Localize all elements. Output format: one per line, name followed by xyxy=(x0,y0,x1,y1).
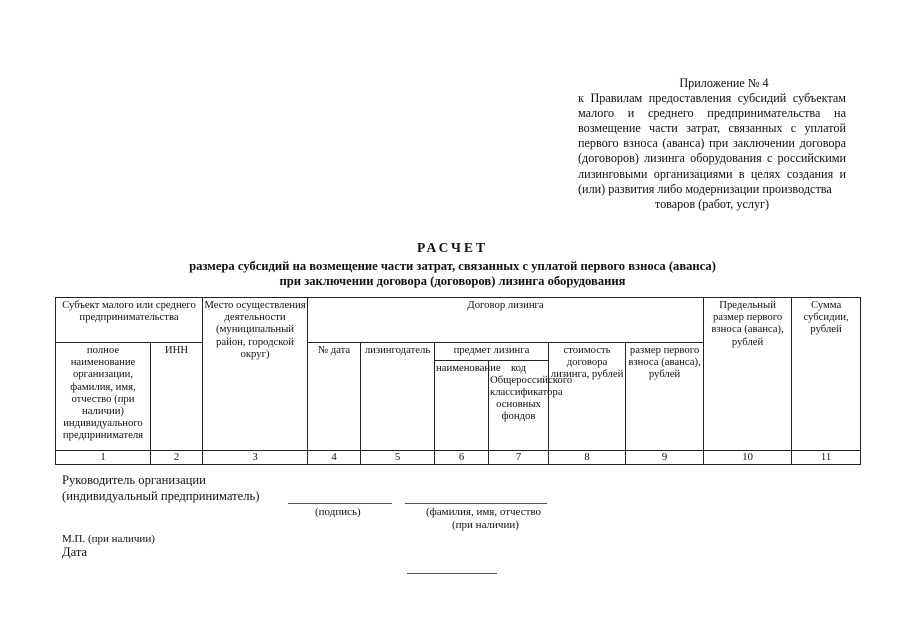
header-advance: размер первого взноса (аванса), рублей xyxy=(626,343,704,451)
column-number: 5 xyxy=(361,450,435,464)
head-label-line-1: Руководитель организации xyxy=(62,473,206,487)
header-place-continued xyxy=(203,360,308,450)
column-number: 11 xyxy=(792,450,861,464)
closing-line xyxy=(407,573,497,574)
document-subtitle-line-1: размера субсидий на возмещение части затрат, связанных с уплатой первого взноса (аванса) xyxy=(189,259,716,273)
header-leasing-subject: предмет лизинга xyxy=(435,343,549,361)
header-lessor: лизингодатель xyxy=(361,343,435,451)
seal-label: М.П. (при наличии) xyxy=(62,533,155,545)
header-item-name: наименование xyxy=(435,360,489,450)
header-subject: Субъект малого или среднего предпринимательства xyxy=(56,298,203,343)
header-contract-cost: стоимость договора лизинга, рублей xyxy=(549,343,626,451)
column-number: 9 xyxy=(626,450,704,464)
document-title: РАСЧЕТ xyxy=(417,240,488,255)
name-caption-line-1: (фамилия, имя, отчество xyxy=(426,506,542,518)
date-label: Дата xyxy=(62,545,88,559)
document-subtitle-line-2: при заключении договора (договоров) лизинга оборудования xyxy=(279,274,626,288)
column-number: 7 xyxy=(489,450,549,464)
column-number: 4 xyxy=(308,450,361,464)
appendix-last-line: товаров (работ, услуг) xyxy=(654,196,770,211)
column-number: 1 xyxy=(56,450,151,464)
signature-line xyxy=(288,503,392,504)
header-place: Место осуществления деятельности (муниципальный район, городской округ) xyxy=(204,299,306,360)
head-label-line-2: (индивидуальный предприниматель) xyxy=(62,489,260,503)
appendix-body: к Правилам предоставления субсидий субъектам малого и среднего предпринимательства на возмещение части затрат, связанных с уплатой первого взноса (аванса) при заключении договора (договоров) лизинга оборудования с российскими лизинговыми организациями в целях создания и (или) развития либо модернизации производства xyxy=(578,91,846,196)
column-number: 8 xyxy=(549,450,626,464)
header-full-name: полное наименование организации, фамилия, имя, отчество (при наличии) индивидуального предпринимателя xyxy=(56,343,151,451)
column-number: 10 xyxy=(704,450,792,464)
column-number: 6 xyxy=(435,450,489,464)
signature-caption: (подпись) xyxy=(315,506,361,518)
header-inn: ИНН xyxy=(151,343,203,451)
appendix-header xyxy=(578,76,846,212)
appendix-title: Приложение № 4 xyxy=(679,76,769,90)
header-subsidy-sum: Сумма субсидии, рублей xyxy=(792,298,861,451)
header-number-date: № дата xyxy=(308,343,361,451)
name-line xyxy=(405,503,547,504)
column-number: 2 xyxy=(151,450,203,464)
header-max-advance: Предельный размер первого взноса (аванса), рублей xyxy=(704,298,792,451)
column-number: 3 xyxy=(203,450,308,464)
name-caption-line-2: (при наличии) xyxy=(452,519,519,531)
header-contract: Договор лизинга xyxy=(308,298,704,343)
header-okof-code: код Общероссийского классификатора основных фондов xyxy=(489,360,549,450)
calculation-table xyxy=(55,297,861,465)
